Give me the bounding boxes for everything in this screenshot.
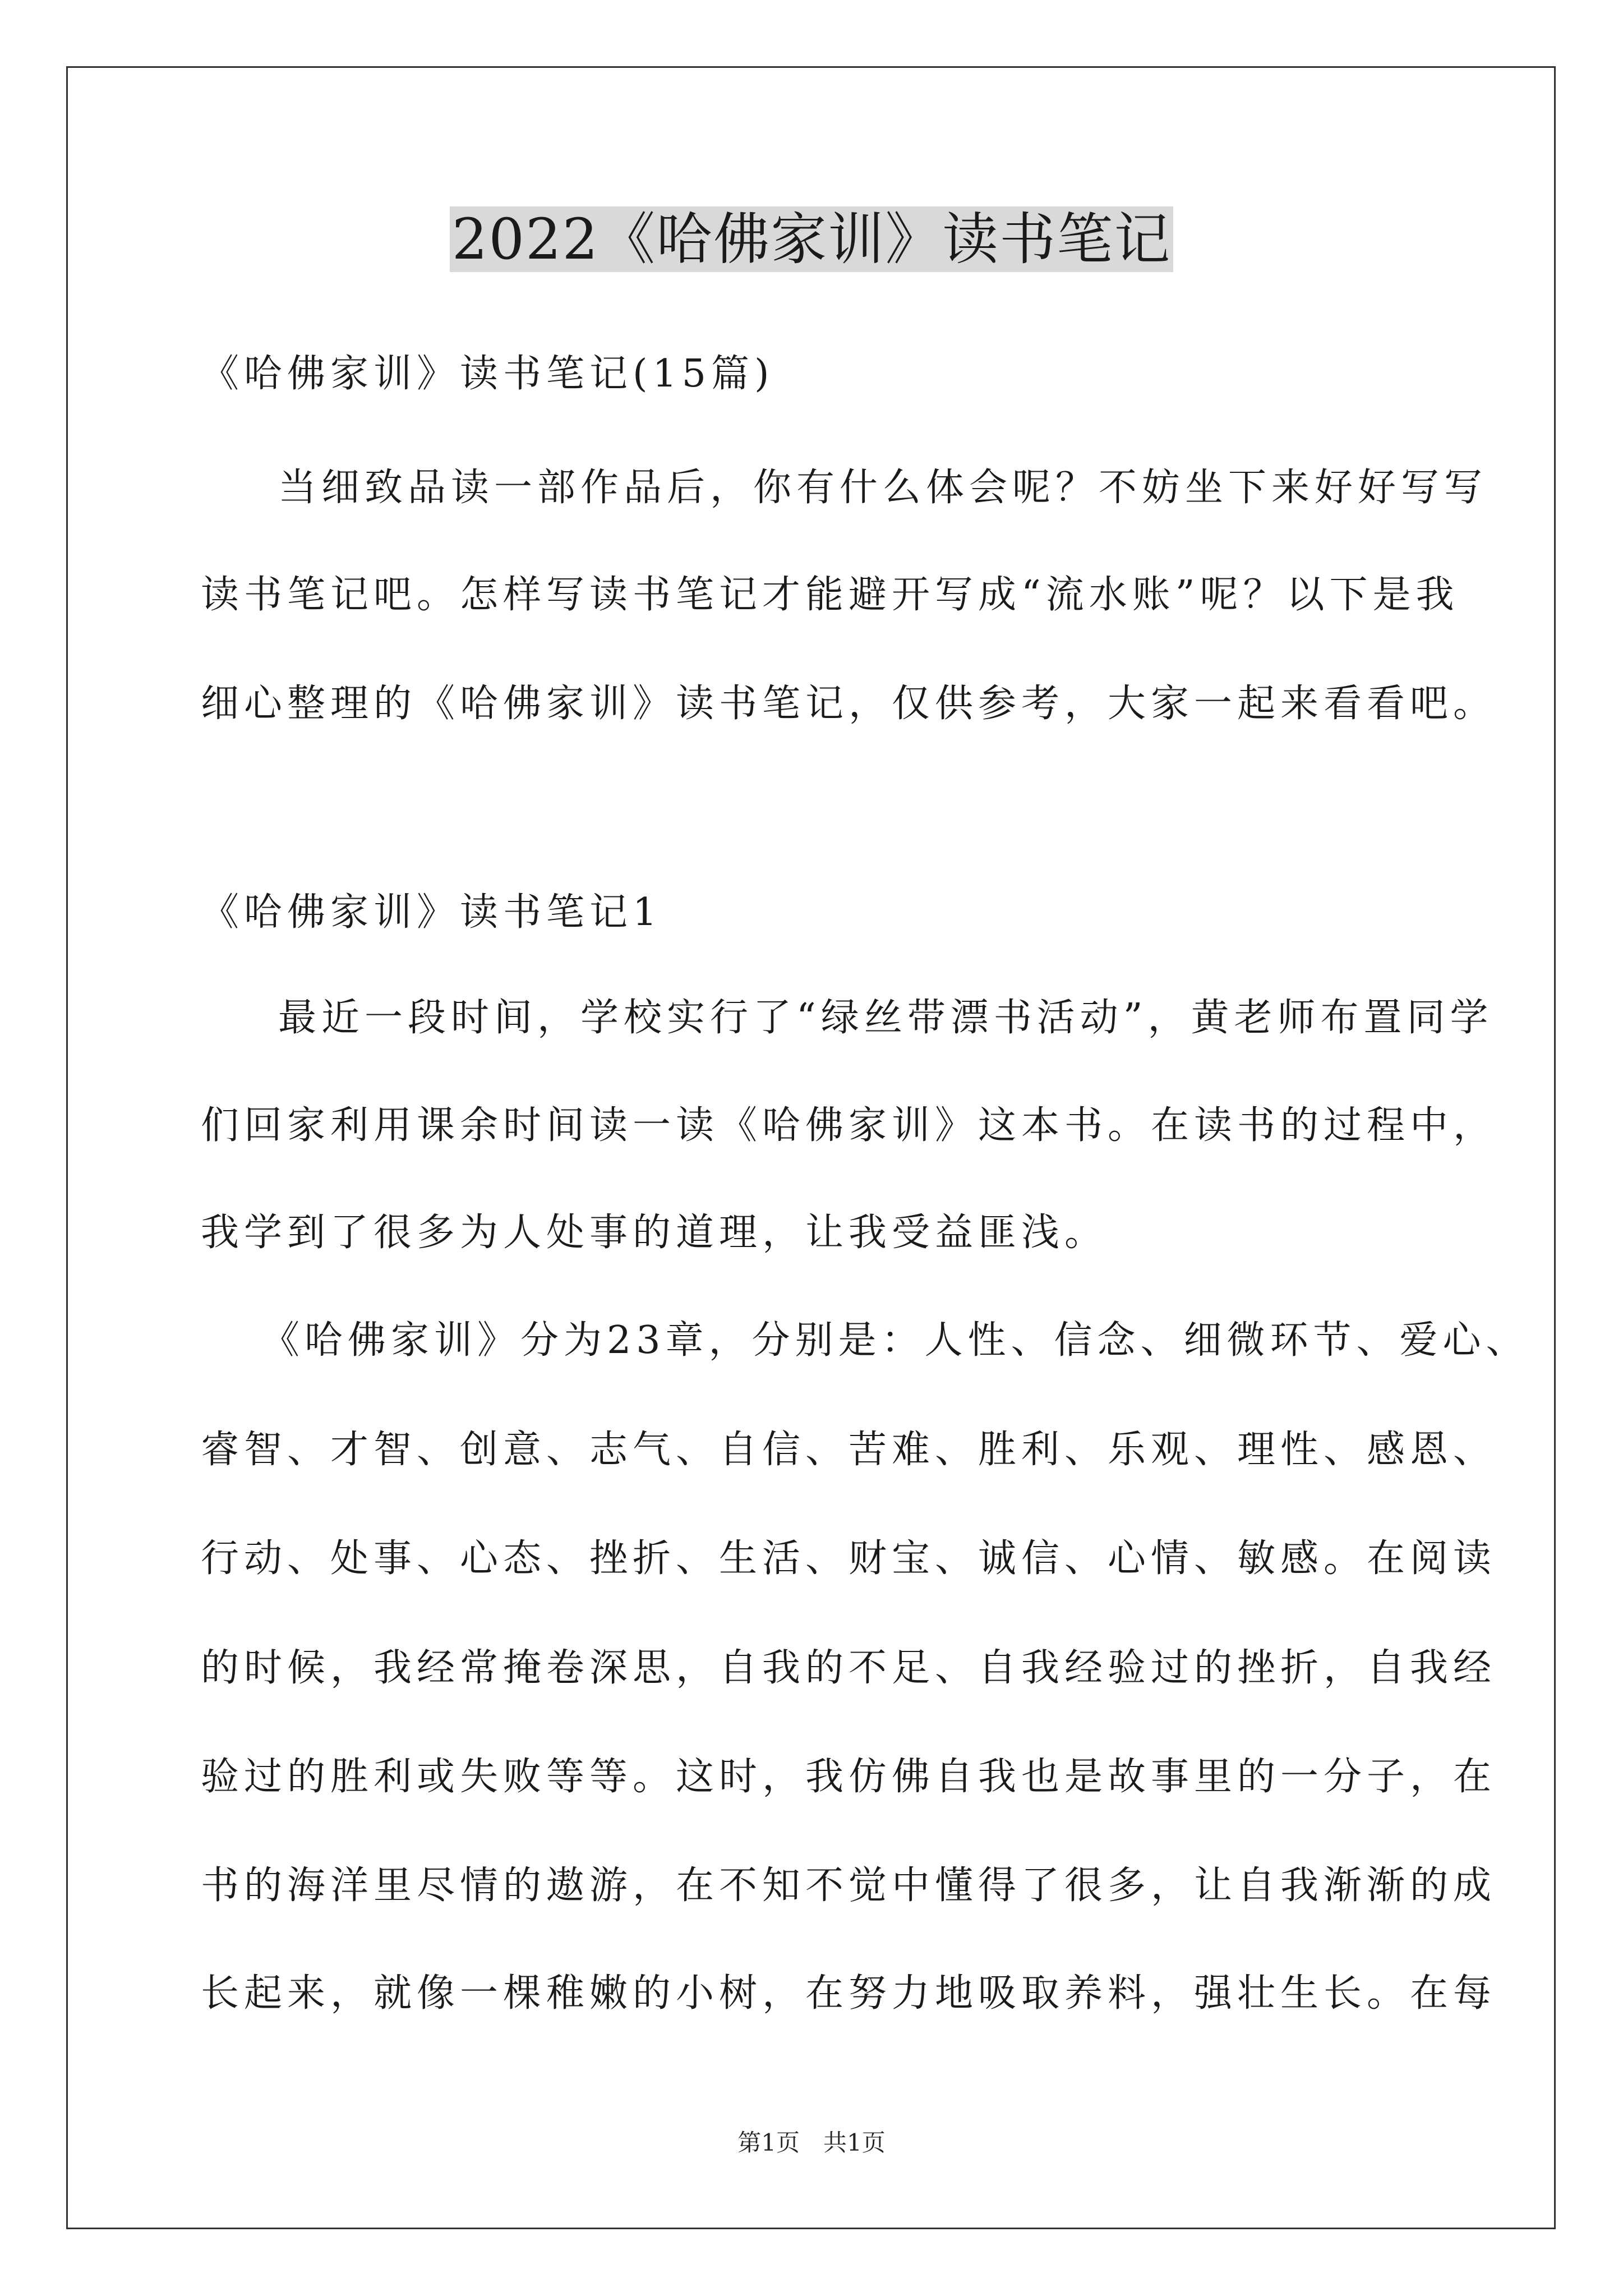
intro-line-3: 细心整理的《哈佛家训》读书笔记，仅供参考，大家一起来看看吧。 [201,682,1497,726]
document-title: 2022《哈佛家训》读书笔记 [0,203,1623,276]
para2-line-1: 《哈佛家训》分为23章，分别是：人性、信念、细微环节、爱心、 [261,1318,1529,1363]
para1-line-2: 们回家利用课余时间读一读《哈佛家训》这本书。在读书的过程中， [201,1103,1497,1148]
section-heading: 《哈佛家训》读书笔记1 [201,890,662,935]
intro-line-1: 当细致品读一部作品后，你有什么体会呢？不妨坐下来好好写写 [278,466,1488,510]
para2-line-7: 长起来，就像一棵稚嫩的小树，在努力地吸取养料，强壮生长。在每 [201,1971,1497,2016]
para2-line-2: 睿智、才智、创意、志气、自信、苦难、胜利、乐观、理性、感恩、 [201,1428,1497,1472]
para1-line-1: 最近一段时间，学校实行了“绿丝带漂书活动”，黄老师布置同学 [278,996,1493,1040]
para1-line-3: 我学到了很多为人处事的道理，让我受益匪浅。 [201,1211,1108,1255]
subtitle: 《哈佛家训》读书笔记(15篇) [201,352,774,396]
page-number-footer: 第1页 共1页 [737,2129,886,2156]
para2-line-6: 书的海洋里尽情的遨游，在不知不觉中懂得了很多，让自我渐渐的成 [201,1864,1497,1908]
intro-line-2: 读书笔记吧。怎样写读书笔记才能避开写成“流水账”呢？以下是我 [201,573,1459,617]
para2-line-3: 行动、处事、心态、挫折、生活、财宝、诚信、心情、敏感。在阅读 [201,1536,1497,1581]
para2-line-5: 验过的胜利或失败等等。这时，我仿佛自我也是故事里的一分子，在 [201,1755,1497,1799]
para2-line-4: 的时候，我经常掩卷深思，自我的不足、自我经验过的挫折，自我经 [201,1646,1497,1690]
